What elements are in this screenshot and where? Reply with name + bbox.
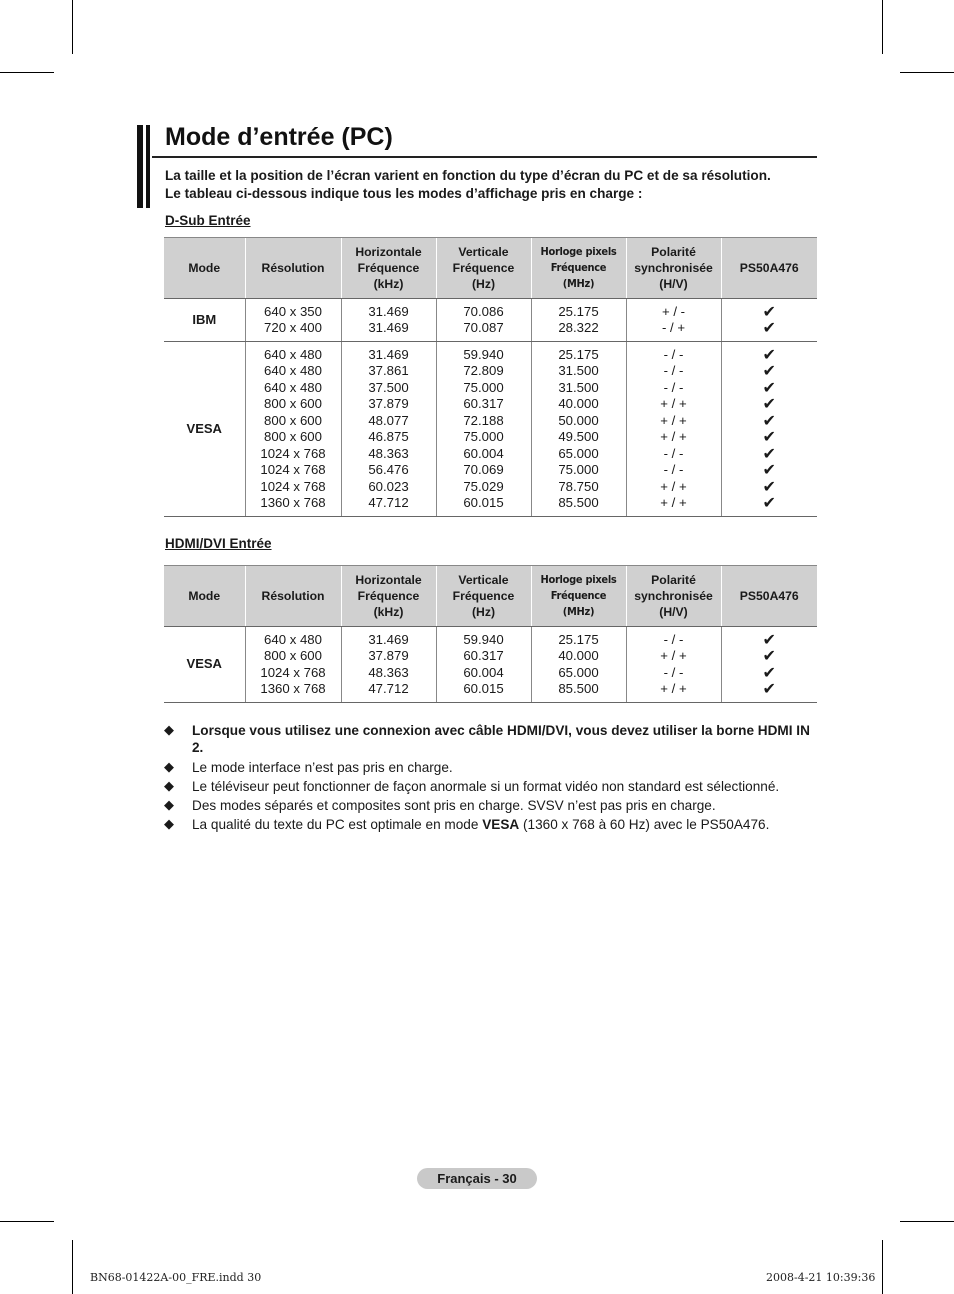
pol-cell	[626, 342, 721, 517]
hdmi-section-label: HDMI/DVI Entrée	[165, 536, 272, 551]
cell-value: 50.000	[558, 412, 599, 428]
cell-value: 25.175	[558, 346, 599, 362]
checkmark-icon: ✔	[762, 344, 776, 364]
cell-value: - / -	[663, 346, 684, 362]
crop-mark	[882, 0, 883, 54]
table-row	[164, 627, 817, 703]
cell-value: 60.023	[368, 478, 409, 494]
crop-mark	[882, 1240, 883, 1294]
crop-mark	[72, 1240, 73, 1294]
cell-value: 75.000	[463, 429, 504, 444]
hdmi-mode-table	[164, 565, 817, 703]
cell-value: 25.175	[558, 631, 599, 647]
title-underline	[152, 156, 817, 158]
cell-value: - / -	[663, 445, 684, 461]
cell-value: 75.000	[558, 462, 599, 477]
col-header-mode: Mode	[164, 238, 245, 299]
cell-value: 31.500	[558, 363, 599, 378]
intro-line: La taille et la position de l’écran varient en fonction du type d’écran du PC et de sa résolution.	[165, 168, 771, 183]
checkmark-icon: ✔	[762, 476, 776, 496]
cell-value: 720 x 400	[264, 320, 322, 335]
cell-value: 60.004	[463, 445, 504, 461]
notes-list	[164, 722, 814, 834]
v-cell	[436, 342, 531, 517]
cell-value: 60.317	[463, 648, 504, 663]
cell-value: + / +	[660, 412, 687, 428]
cell-value: 85.500	[558, 495, 599, 510]
cell-value: 56.476	[368, 462, 409, 477]
cell-value: 72.809	[463, 363, 504, 378]
table-row	[164, 342, 817, 517]
note-item: ◆ Lorsque vous utilisez une connexion avec câble HDMI/DVI, vous devez utiliser la borne HDMI IN 2.	[164, 723, 810, 755]
cell-value: 70.087	[463, 320, 504, 335]
cell-value: 47.712	[368, 495, 409, 510]
cell-value: 1024 x 768	[260, 664, 326, 680]
checkmark-icon: ✔	[762, 460, 776, 479]
cell-value: 48.363	[368, 445, 409, 461]
checkmark-icon: ✔	[762, 679, 776, 698]
page-number-badge: Français - 30	[417, 1168, 537, 1189]
cell-value: + / +	[660, 495, 687, 510]
table-row	[164, 299, 817, 342]
cell-value: 40.000	[558, 648, 599, 663]
diamond-bullet-icon: ◆	[164, 817, 174, 832]
col-header-pixel-clock: Horloge pixels Fréquence (MHz)	[531, 238, 626, 299]
cell-value: 1360 x 768	[260, 495, 326, 510]
clk-cell	[531, 342, 626, 517]
clk-cell	[531, 627, 626, 703]
cell-value: 800 x 600	[264, 648, 322, 663]
cell-value: 28.322	[558, 320, 599, 335]
support-cell	[721, 299, 817, 342]
cell-value: 37.879	[368, 396, 409, 411]
col-header-polarity: Polarité synchronisée (H/V)	[626, 238, 721, 299]
h-cell	[341, 299, 436, 342]
support-cell	[721, 627, 817, 703]
checkmark-icon: ✔	[762, 629, 776, 649]
cell-value: 1360 x 768	[260, 681, 326, 696]
cell-value: 40.000	[558, 396, 599, 411]
h-cell	[341, 342, 436, 517]
dsub-mode-table	[164, 237, 817, 517]
checkmark-icon: ✔	[762, 443, 776, 463]
table-header-row	[164, 238, 817, 299]
cell-value: + / -	[661, 303, 686, 319]
cell-value: 1024 x 768	[260, 445, 326, 461]
cell-value: 75.000	[463, 379, 504, 395]
note-item: ◆ Le mode interface n’est pas pris en charge.	[164, 760, 453, 775]
cell-value: + / +	[660, 478, 687, 494]
crop-mark	[900, 72, 954, 73]
res-cell	[245, 299, 341, 342]
cell-value: 59.940	[463, 346, 504, 362]
crop-mark	[72, 0, 73, 54]
cell-value: 46.875	[368, 429, 409, 444]
cell-value: 75.029	[463, 478, 504, 494]
col-header-pixel-clock: Horloge pixels Fréquence (MHz)	[531, 566, 626, 627]
cell-value: 48.363	[368, 664, 409, 680]
cell-value: 31.469	[368, 631, 409, 647]
cell-value: + / +	[660, 681, 687, 696]
checkmark-icon: ✔	[762, 662, 776, 682]
cell-value: - / -	[663, 664, 684, 680]
cell-value: 37.861	[368, 363, 409, 378]
diamond-bullet-icon: ◆	[164, 798, 174, 813]
cell-value: 640 x 350	[264, 303, 322, 319]
cell-value: 25.175	[558, 303, 599, 319]
crop-mark	[0, 72, 54, 73]
col-header-mode: Mode	[164, 566, 245, 627]
cell-value: 31.469	[368, 346, 409, 362]
intro-line: Le tableau ci-dessous indique tous les modes d’affichage pris en charge :	[165, 185, 643, 201]
cell-value: 60.004	[463, 664, 504, 680]
cell-value: 31.469	[368, 320, 409, 335]
pol-cell	[626, 627, 721, 703]
res-cell	[245, 342, 341, 517]
cell-value: - / -	[663, 462, 684, 477]
cell-value: 70.086	[463, 303, 504, 319]
cell-value: + / +	[660, 648, 687, 663]
cell-value: 59.940	[463, 631, 504, 647]
mode-cell: IBM	[164, 299, 245, 342]
crop-mark	[900, 1221, 954, 1222]
footer-file-info: BN68-01422A-00_FRE.indd 30	[90, 1271, 262, 1284]
cell-value: 65.000	[558, 445, 599, 461]
checkmark-icon: ✔	[762, 493, 776, 512]
cell-value: 65.000	[558, 664, 599, 680]
cell-value: - / -	[663, 379, 684, 395]
cell-value: 60.317	[463, 396, 504, 411]
cell-value: - / -	[663, 363, 684, 378]
crop-mark	[0, 1221, 54, 1222]
cell-value: 78.750	[558, 478, 599, 494]
cell-value: 800 x 600	[264, 412, 322, 428]
cell-value: 1024 x 768	[260, 462, 326, 477]
h-cell	[341, 627, 436, 703]
mode-cell: VESA	[164, 342, 245, 517]
checkmark-icon: ✔	[762, 361, 776, 380]
col-header-model: PS50A476	[721, 238, 817, 299]
cell-value: 31.500	[558, 379, 599, 395]
diamond-bullet-icon: ◆	[164, 760, 174, 775]
v-cell	[436, 299, 531, 342]
cell-value: - / -	[663, 631, 684, 647]
cell-value: 70.069	[463, 462, 504, 477]
col-header-polarity: Polarité synchronisée (H/V)	[626, 566, 721, 627]
checkmark-icon: ✔	[762, 377, 776, 397]
clk-cell	[531, 299, 626, 342]
cell-value: + / +	[660, 396, 687, 411]
cell-value: 1024 x 768	[260, 478, 326, 494]
footer-timestamp: 2008-4-21 10:39:36	[766, 1271, 876, 1284]
col-header-vertical: Verticale Fréquence (Hz)	[436, 566, 531, 627]
cell-value: 72.188	[463, 412, 504, 428]
cell-value: 60.015	[463, 681, 504, 696]
page-title: Mode d’entrée (PC)	[165, 123, 393, 151]
note-item: ◆ Le téléviseur peut fonctionner de façon anormale si un format vidéo non standard est sélectionné.	[164, 779, 780, 794]
cell-value: 37.500	[368, 379, 409, 395]
table-header-row	[164, 566, 817, 627]
cell-value: 37.879	[368, 648, 409, 663]
support-cell	[721, 342, 817, 517]
cell-value: 85.500	[558, 681, 599, 696]
checkmark-icon: ✔	[762, 301, 776, 321]
note-item: ◆ Des modes séparés et composites sont pris en charge. SVSV n’est pas pris en charge.	[164, 798, 716, 813]
cell-value: 47.712	[368, 681, 409, 696]
checkmark-icon: ✔	[762, 318, 776, 337]
col-header-model: PS50A476	[721, 566, 817, 627]
diamond-bullet-icon: ◆	[164, 723, 174, 738]
note-item: ◆ La qualité du texte du PC est optimale en mode VESA (1360 x 768 à 60 Hz) avec le PS50A476.	[164, 817, 770, 832]
checkmark-icon: ✔	[762, 646, 776, 665]
cell-value: + / +	[660, 429, 687, 444]
checkmark-icon: ✔	[762, 410, 776, 430]
diamond-bullet-icon: ◆	[164, 779, 174, 794]
cell-value: 640 x 480	[264, 631, 322, 647]
checkmark-icon: ✔	[762, 394, 776, 413]
cell-value: - / +	[661, 320, 686, 335]
cell-value: 60.015	[463, 495, 504, 510]
checkmark-icon: ✔	[762, 427, 776, 446]
col-header-resolution: Résolution	[245, 238, 341, 299]
mode-cell: VESA	[164, 627, 245, 703]
cell-value: 49.500	[558, 429, 599, 444]
cell-value: 800 x 600	[264, 429, 322, 444]
cell-value: 31.469	[368, 303, 409, 319]
col-header-vertical: Verticale Fréquence (Hz)	[436, 238, 531, 299]
v-cell	[436, 627, 531, 703]
pol-cell	[626, 299, 721, 342]
cell-value: 48.077	[368, 412, 409, 428]
col-header-horizontal: Horizontale Fréquence (kHz)	[341, 566, 436, 627]
col-header-resolution: Résolution	[245, 566, 341, 627]
col-header-horizontal: Horizontale Fréquence (kHz)	[341, 238, 436, 299]
cell-value: 640 x 480	[264, 379, 322, 395]
intro-text	[165, 167, 815, 202]
cell-value: 640 x 480	[264, 363, 322, 378]
cell-value: 640 x 480	[264, 346, 322, 362]
cell-value: 800 x 600	[264, 396, 322, 411]
dsub-section-label: D-Sub Entrée	[165, 213, 251, 228]
res-cell	[245, 627, 341, 703]
